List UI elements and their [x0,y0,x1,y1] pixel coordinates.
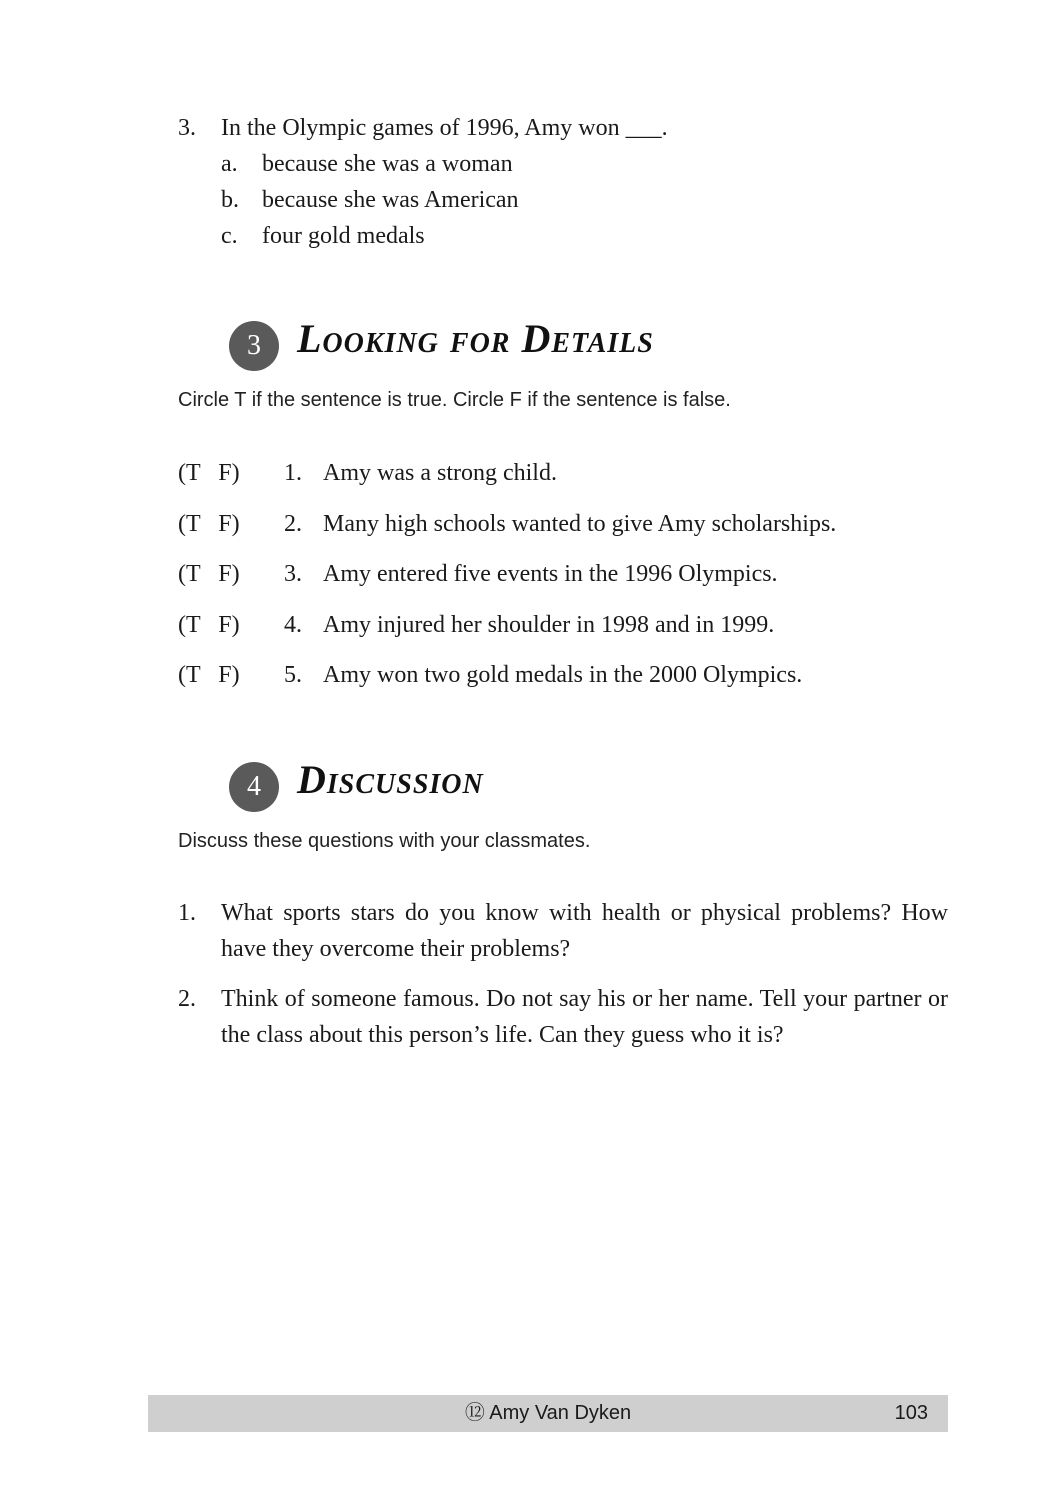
section-number-badge: 3 [229,321,279,371]
true-false-choice[interactable]: (T F) [178,611,240,638]
section-number-badge: 4 [229,762,279,812]
item-number: 4. [284,611,302,638]
question-number: 3. [178,115,196,141]
section-3-instruction: Circle T if the sentence is true. Circle F if the sentence is false. [178,389,731,411]
item-number: 1. [284,460,302,486]
true-false-choice[interactable]: (T F) [178,561,240,587]
list-item [178,607,978,658]
list-item [178,981,948,1053]
option-letter: a. [221,151,238,177]
item-text: Think of someone famous. Do not say his or her name. Tell your partner or the class about this person’s life. Can they guess who it is? [221,986,948,1048]
page-number: 103 [894,1402,928,1424]
chapter-label: ⑫ Amy Van Dyken [464,1402,632,1424]
section-title: Looking for Details [297,316,654,361]
discussion-list [178,895,948,1067]
item-text: Amy was a strong child. [323,460,557,486]
item-number: 3. [284,561,302,587]
item-number: 2. [284,510,302,537]
question-stem [178,110,958,146]
item-number: 1. [178,900,196,926]
list-item [178,455,978,506]
item-number: 2. [178,986,196,1012]
list-item [178,657,978,708]
item-text: Amy injured her shoulder in 1998 and in 1999. [323,611,775,638]
option-letter: c. [221,223,238,249]
option-letter: b. [221,187,239,213]
true-false-choice[interactable]: (T F) [178,662,240,688]
list-item [178,506,978,557]
question-3 [178,110,958,254]
true-false-choice[interactable]: (T F) [178,510,240,537]
item-text: Many high schools wanted to give Amy scholarships. [323,510,837,537]
option-text: because she was a woman [262,151,513,177]
option-b [178,182,958,218]
option-c [178,218,958,254]
true-false-choice[interactable]: (T F) [178,460,240,486]
section-title: Discussion [297,757,484,802]
true-false-list [178,455,978,708]
item-text: Amy won two gold medals in the 2000 Olympics. [323,662,803,688]
option-a [178,146,958,182]
list-item [178,556,978,607]
item-number: 5. [284,662,302,688]
option-text: because she was American [262,187,519,213]
option-text: four gold medals [262,223,425,249]
item-text: Amy entered five events in the 1996 Olympics. [323,561,778,587]
list-item [178,895,948,967]
question-text: In the Olympic games of 1996, Amy won ___. [221,115,668,141]
section-4-instruction: Discuss these questions with your classmates. [178,830,591,852]
page-footer [148,1395,948,1432]
item-text: What sports stars do you know with health or physical problems? How have they overcome their problems? [221,900,948,962]
